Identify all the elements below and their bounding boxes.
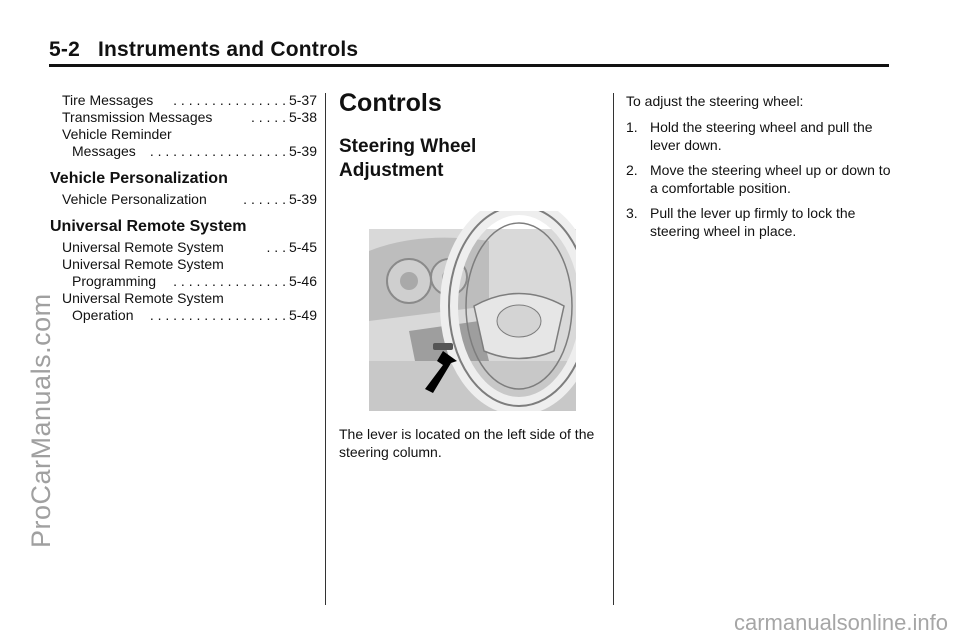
bottom-watermark: carmanualsonline.info bbox=[733, 610, 948, 635]
toc-entry-vehicle-reminder-messages[interactable]: Messages . . . . . . . . . . . . . . . . . . 5-39 bbox=[72, 143, 317, 159]
toc-heading-universal-remote: Universal Remote System bbox=[50, 218, 247, 235]
instructions-intro: To adjust the steering wheel: bbox=[626, 93, 804, 109]
header-rule bbox=[49, 64, 889, 67]
steering-wheel-illustration bbox=[369, 211, 576, 411]
column-divider-left bbox=[325, 93, 326, 605]
page-header bbox=[49, 38, 358, 62]
table-of-contents bbox=[50, 92, 317, 324]
adjustment-instructions bbox=[626, 92, 891, 247]
toc-entry-urs-operation-line1: Universal Remote System bbox=[62, 290, 224, 306]
column-divider-right bbox=[613, 93, 614, 605]
steering-wheel-image bbox=[369, 211, 576, 411]
section-title: Controls bbox=[339, 89, 442, 117]
toc-entry-tire-messages[interactable]: Tire Messages . . . . . . . . . . . . . . . 5-37 bbox=[62, 92, 317, 108]
page-number: 5-2 bbox=[49, 38, 80, 61]
list-item: 3. Pull the lever up firmly to lock the steering wheel in place. bbox=[626, 205, 856, 239]
toc-entry-transmission-messages[interactable]: Transmission Messages . . . . . 5-38 bbox=[62, 109, 317, 125]
subsection-title: Steering Wheel Adjustment bbox=[339, 136, 477, 181]
toc-entry-urs-operation[interactable]: Operation . . . . . . . . . . . . . . . . . . 5-49 bbox=[72, 307, 317, 323]
toc-entry-urs-programming-line1: Universal Remote System bbox=[62, 256, 224, 272]
toc-entry-vehicle-personalization[interactable]: Vehicle Personalization . . . . . . 5-39 bbox=[62, 191, 317, 207]
side-watermark: ProCarManuals.com bbox=[26, 293, 56, 548]
toc-entry-urs-programming[interactable]: Programming . . . . . . . . . . . . . . . 5-46 bbox=[72, 273, 317, 289]
toc-entry-universal-remote-system[interactable]: Universal Remote System . . . 5-45 bbox=[62, 239, 317, 255]
toc-entry-vehicle-reminder-line1: Vehicle Reminder bbox=[62, 126, 172, 142]
list-item: 1. Hold the steering wheel and pull the lever down. bbox=[626, 119, 873, 153]
list-item: 2. Move the steering wheel up or down to a comfortable position. bbox=[626, 162, 891, 196]
controls-section bbox=[339, 88, 601, 461]
chapter-title: Instruments and Controls bbox=[97, 38, 359, 61]
toc-heading-vehicle-personalization: Vehicle Personalization bbox=[50, 170, 228, 187]
figure-caption: The lever is located on the left side of the steering column. bbox=[339, 426, 595, 460]
